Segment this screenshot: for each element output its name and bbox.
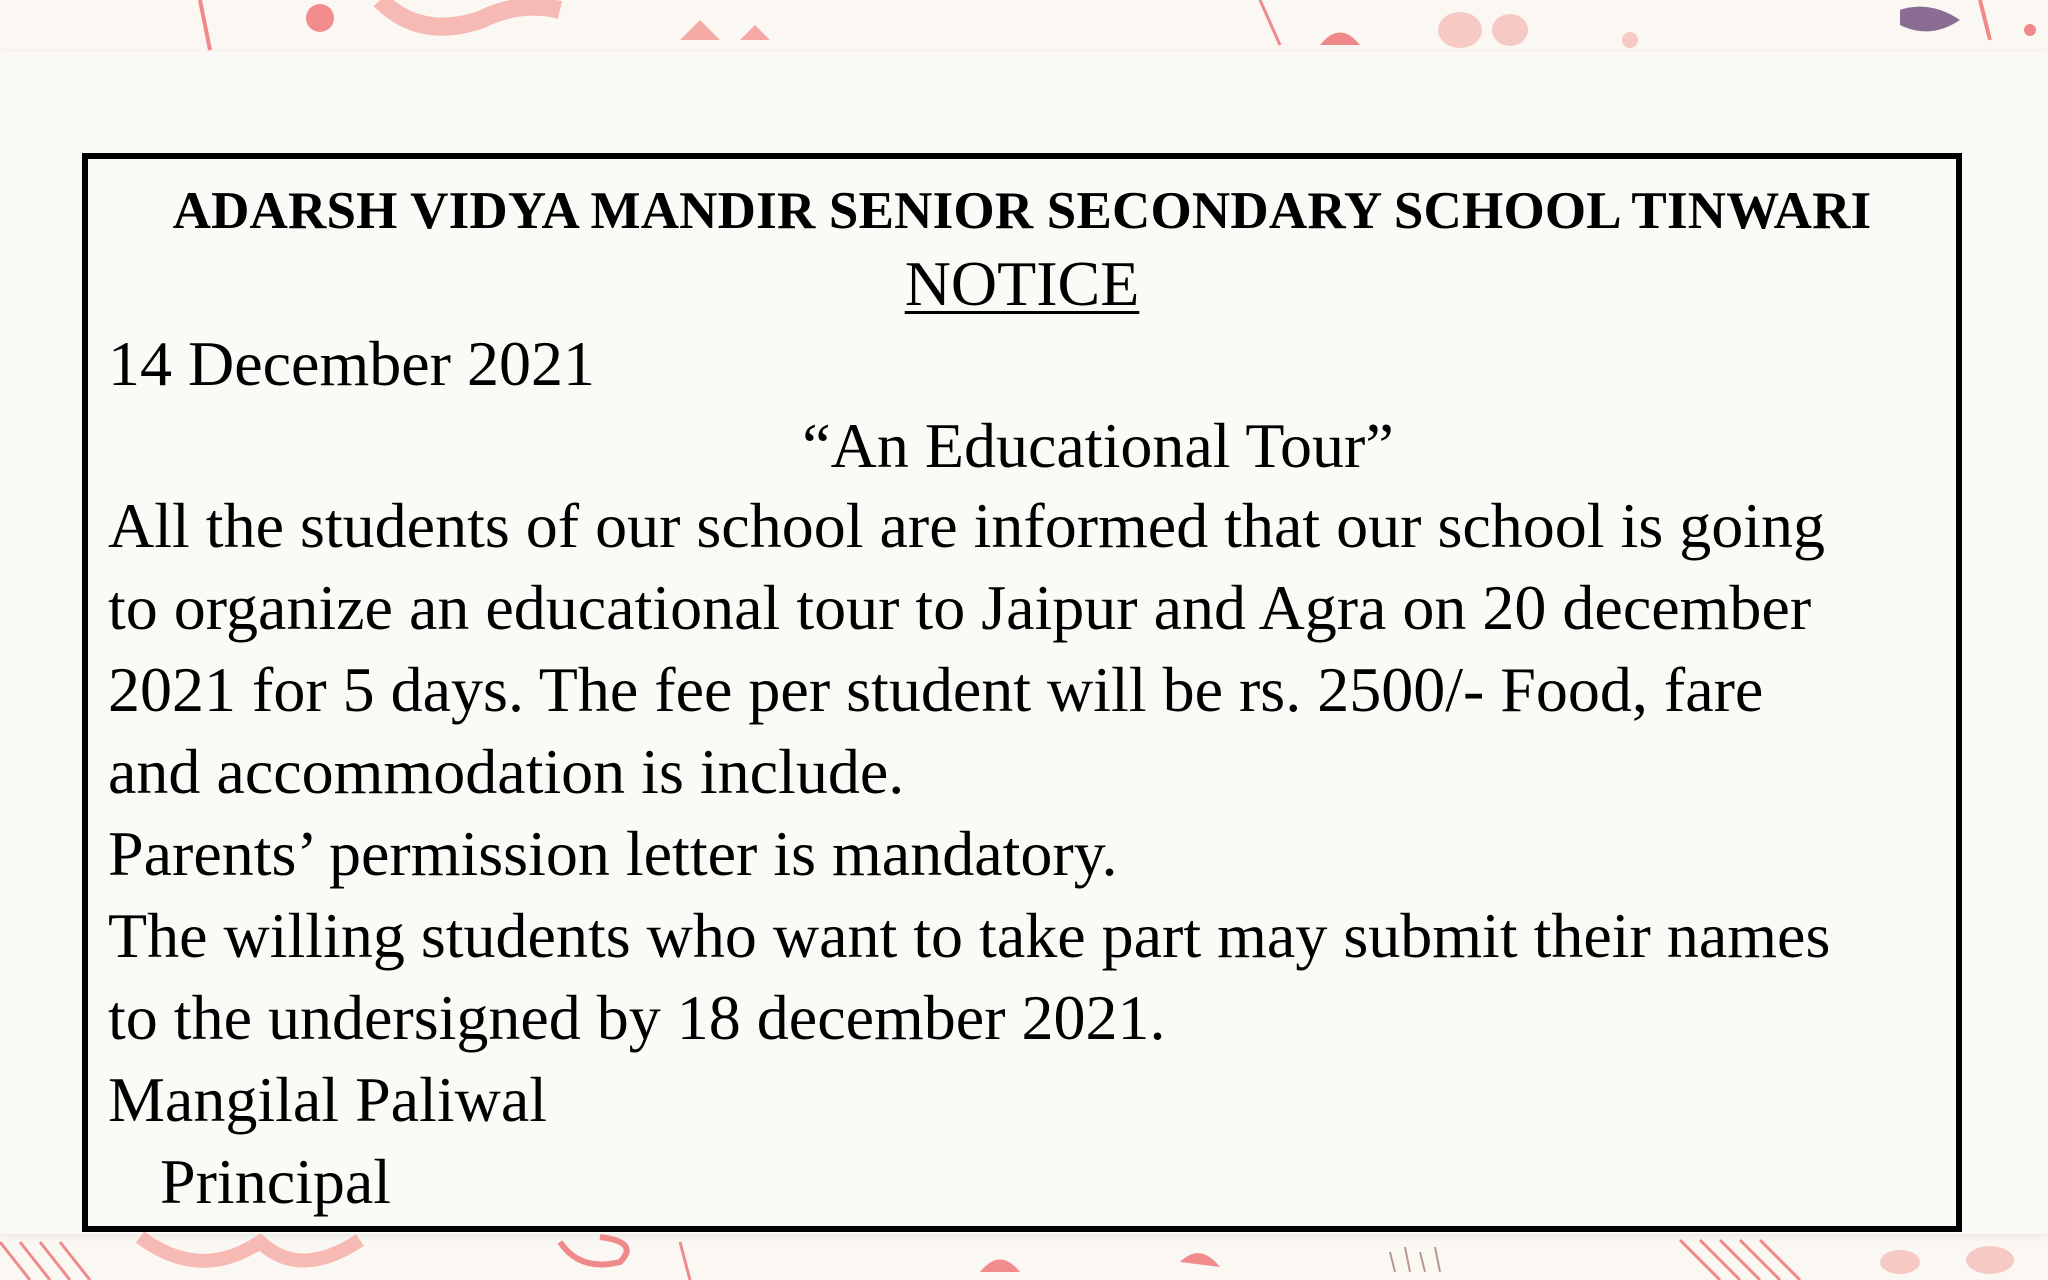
submission-line-2: to the undersigned by 18 december 2021. <box>108 982 1166 1053</box>
permission-line: Parents’ permission letter is mandatory. <box>108 818 1118 889</box>
floral-pattern-bottom-icon <box>0 1232 2048 1280</box>
bottom-floral-border <box>0 1232 2048 1280</box>
school-name: ADARSH VIDYA MANDIR SENIOR SECONDARY SCHOOL TINWARI <box>172 182 1872 240</box>
signer-designation: Principal <box>160 1146 392 1217</box>
body-line-3: 2021 for 5 days. The fee per student will be rs. 2500/- Food, fare <box>108 654 1764 725</box>
notice-title: NOTICE <box>904 248 1140 319</box>
slide-canvas <box>0 52 2048 1234</box>
notice-box <box>82 153 1962 1232</box>
notice-subject: “An Educational Tour” <box>802 410 1394 481</box>
notice-date: 14 December 2021 <box>108 328 595 399</box>
body-line-1: All the students of our school are informed that our school is going <box>108 490 1826 561</box>
body-line-2: to organize an educational tour to Jaipur and Agra on 20 december <box>108 572 1812 643</box>
signer-name: Mangilal Paliwal <box>108 1064 548 1135</box>
top-floral-border <box>0 0 2048 60</box>
floral-pattern-top-icon <box>0 0 2048 60</box>
submission-line-1: The willing students who want to take part may submit their names <box>108 900 1831 971</box>
body-line-4: and accommodation is include. <box>108 736 905 807</box>
